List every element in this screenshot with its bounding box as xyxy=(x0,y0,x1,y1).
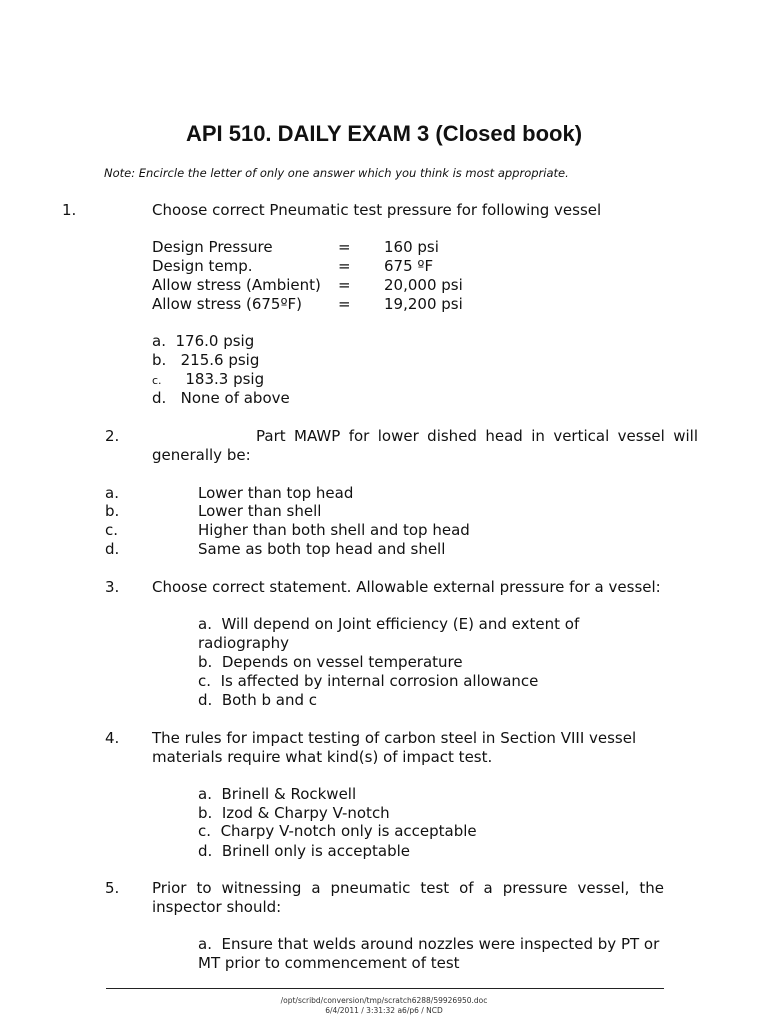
answer-option[interactable] xyxy=(198,672,538,691)
design-row xyxy=(152,238,552,257)
design-value: 675 ºF xyxy=(384,257,434,275)
option-text: Izod & Charpy V-notch xyxy=(221,804,390,822)
option-text: Higher than both shell and top head xyxy=(198,521,470,539)
question-text: Part MAWP for lower dished head in vertical vessel will generally be: xyxy=(152,427,698,464)
option-text: Charpy V-notch only is acceptable xyxy=(220,822,477,840)
option-text: Ensure that welds around nozzles were inspected by PT or MT prior to commencement of test xyxy=(198,935,660,972)
option-letter[interactable]: b. xyxy=(198,653,213,671)
option-text: Brinell & Rockwell xyxy=(221,785,357,803)
design-row xyxy=(152,295,552,314)
answer-option[interactable] xyxy=(152,332,254,351)
option-text: Depends on vessel temperature xyxy=(221,653,463,671)
answer-option[interactable] xyxy=(198,653,463,672)
option-text: Lower than shell xyxy=(198,502,322,520)
design-label: Allow stress (675ºF) xyxy=(152,295,302,313)
option-letter[interactable]: d. xyxy=(198,842,213,860)
footer-timestamp: 6/4/2011 / 3:31:32 a6/p6 / NCD xyxy=(325,1006,443,1015)
design-value: 160 psi xyxy=(384,238,439,256)
option-letter[interactable]: d. xyxy=(105,540,120,558)
option-text: Brinell only is acceptable xyxy=(221,842,410,860)
design-label: Design Pressure xyxy=(152,238,273,256)
option-letter[interactable]: a. xyxy=(198,785,212,803)
instruction-note: Note: Encircle the letter of only one answer which you think is most appropriate. xyxy=(104,166,569,180)
equals-sign: = xyxy=(338,238,351,256)
option-letter[interactable]: d. xyxy=(198,691,213,709)
option-letter[interactable]: a. xyxy=(198,935,212,953)
option-letter[interactable]: a. xyxy=(152,332,166,350)
question-text: Choose correct Pneumatic test pressure for following vessel xyxy=(152,201,602,219)
question-number: 4. xyxy=(105,729,120,747)
answer-option[interactable] xyxy=(198,785,356,804)
option-letter[interactable]: a. xyxy=(198,615,212,633)
option-text: Is affected by internal corrosion allowance xyxy=(220,672,539,690)
answer-option[interactable] xyxy=(152,389,290,408)
answer-option[interactable] xyxy=(198,615,618,653)
design-row xyxy=(152,257,552,276)
design-label: Allow stress (Ambient) xyxy=(152,276,321,294)
option-letter[interactable]: c. xyxy=(152,374,162,387)
answer-option[interactable] xyxy=(198,842,410,861)
design-label: Design temp. xyxy=(152,257,253,275)
design-value: 19,200 psi xyxy=(384,295,463,313)
question-text: Prior to witnessing a pneumatic test of a pressure vessel, the inspector should: xyxy=(152,879,664,916)
question-text: The rules for impact testing of carbon steel in Section VIII vessel materials require what kind(s) of impact test. xyxy=(152,729,637,766)
option-letter[interactable]: a. xyxy=(105,484,119,502)
option-letter[interactable]: c. xyxy=(198,822,212,840)
option-letter[interactable]: c. xyxy=(198,672,212,690)
question-number: 5. xyxy=(105,879,120,897)
option-letter[interactable]: b. xyxy=(152,351,167,369)
answer-option[interactable] xyxy=(198,804,390,823)
option-letter[interactable]: d. xyxy=(152,389,167,407)
question-number: 1. xyxy=(62,201,77,219)
option-text: Same as both top head and shell xyxy=(198,540,446,558)
answer-option[interactable] xyxy=(198,935,668,973)
option-text: 176.0 psig xyxy=(175,332,255,350)
design-row xyxy=(152,276,552,295)
option-text: Will depend on Joint efficiency (E) and extent of radiography xyxy=(198,615,580,652)
option-letter[interactable]: b. xyxy=(198,804,213,822)
option-letter[interactable]: b. xyxy=(105,502,120,520)
option-text: Lower than top head xyxy=(198,484,354,502)
equals-sign: = xyxy=(338,257,351,275)
option-text: 183.3 psig xyxy=(185,370,265,388)
equals-sign: = xyxy=(338,276,351,294)
question-number: 2. xyxy=(105,427,120,445)
answer-option[interactable] xyxy=(198,691,317,710)
page-title: API 510. DAILY EXAM 3 (Closed book) xyxy=(185,121,583,146)
option-letter[interactable]: c. xyxy=(105,521,119,539)
answer-option[interactable] xyxy=(198,822,477,841)
answer-option[interactable] xyxy=(152,351,259,370)
footer-file-path: /opt/scribd/conversion/tmp/scratch6288/59926950.doc xyxy=(280,996,488,1005)
question-text: Choose correct statement. Allowable external pressure for a vessel: xyxy=(152,578,661,596)
design-value: 20,000 psi xyxy=(384,276,463,294)
option-text: Both b and c xyxy=(221,691,317,709)
equals-sign: = xyxy=(338,295,351,313)
answer-option[interactable] xyxy=(152,370,264,390)
option-text: 215.6 psig xyxy=(180,351,260,369)
option-text: None of above xyxy=(180,389,290,407)
footer-divider xyxy=(106,988,664,989)
question-number: 3. xyxy=(105,578,120,596)
